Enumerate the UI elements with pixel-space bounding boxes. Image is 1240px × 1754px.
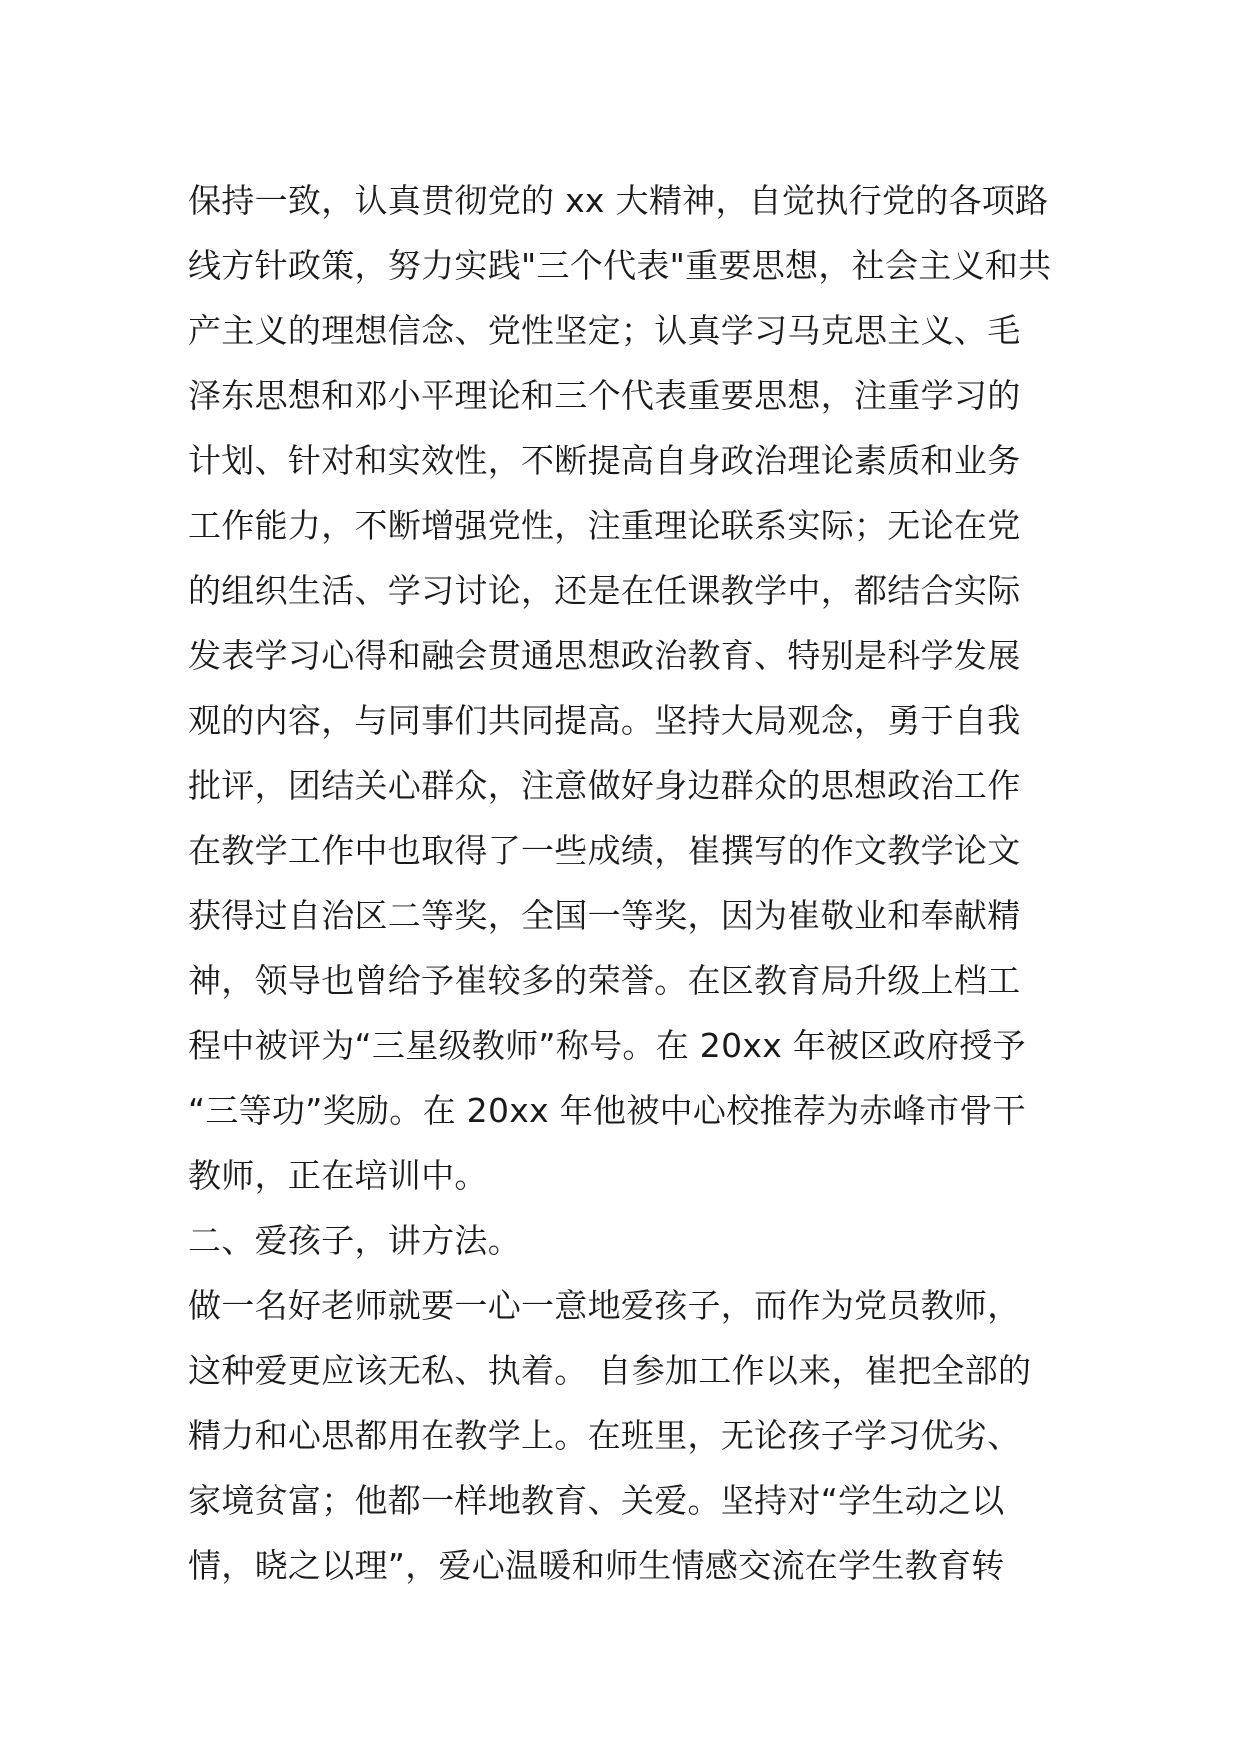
text-line: 的组织生活、学习讨论，还是在任课教学中，都结合实际 <box>188 571 1021 610</box>
text-line: 精力和心思都用在教学上。在班里，无论孩子学习优劣、 <box>188 1416 1021 1455</box>
text-line: 这种爱更应该无私、执着。 自参加工作以来，崔把全部的 <box>188 1351 1032 1390</box>
text-line: 计划、针对和实效性，不断提高自身政治理论素质和业务 <box>188 441 1021 480</box>
text-line: 获得过自治区二等奖，全国一等奖，因为崔敬业和奉献精 <box>188 896 1021 935</box>
text-line: 线方针政策，努力实践"三个代表"重要思想，社会主义和共 <box>188 246 1052 285</box>
text-line: 批评，团结关心群众，注意做好身边群众的思想政治工作 <box>188 766 1021 805</box>
text-line: 教师，正在培训中。 <box>188 1156 488 1195</box>
text-line: 在教学工作中也取得了一些成绩，崔撰写的作文教学论文 <box>188 831 1021 870</box>
text-line: 产主义的理想信念、党性坚定；认真学习马克思主义、毛 <box>188 311 1021 350</box>
section-heading: 二、爱孩子，讲方法。 <box>188 1221 521 1260</box>
text-line: 程中被评为“三星级教师”称号。在 20xx 年被区政府授予 <box>188 1026 1026 1065</box>
text-line: 情，晓之以理”，爱心温暖和师生情感交流在学生教育转 <box>188 1546 1005 1585</box>
body-text <box>188 168 1068 1598</box>
text-line: 发表学习心得和融会贯通思想政治教育、特别是科学发展 <box>188 636 1021 675</box>
text-line: 工作能力，不断增强党性，注重理论联系实际；无论在党 <box>188 506 1021 545</box>
text-line: 泽东思想和邓小平理论和三个代表重要思想，注重学习的 <box>188 376 1021 415</box>
text-line: 观的内容，与同事们共同提高。坚持大局观念，勇于自我 <box>188 701 1021 740</box>
text-line: 神，领导也曾给予崔较多的荣誉。在区教育局升级上档工 <box>188 961 1021 1000</box>
text-line: 家境贫富；他都一样地教育、关爱。坚持对“学生动之以 <box>188 1481 1005 1520</box>
text-line: “三等功”奖励。在 20xx 年他被中心校推荐为赤峰市骨干 <box>188 1091 1026 1130</box>
text-line: 做一名好老师就要一心一意地爱孩子，而作为党员教师， <box>188 1286 1021 1325</box>
text-line: 保持一致，认真贯彻党的 xx 大精神，自觉执行党的各项路 <box>188 181 1049 220</box>
